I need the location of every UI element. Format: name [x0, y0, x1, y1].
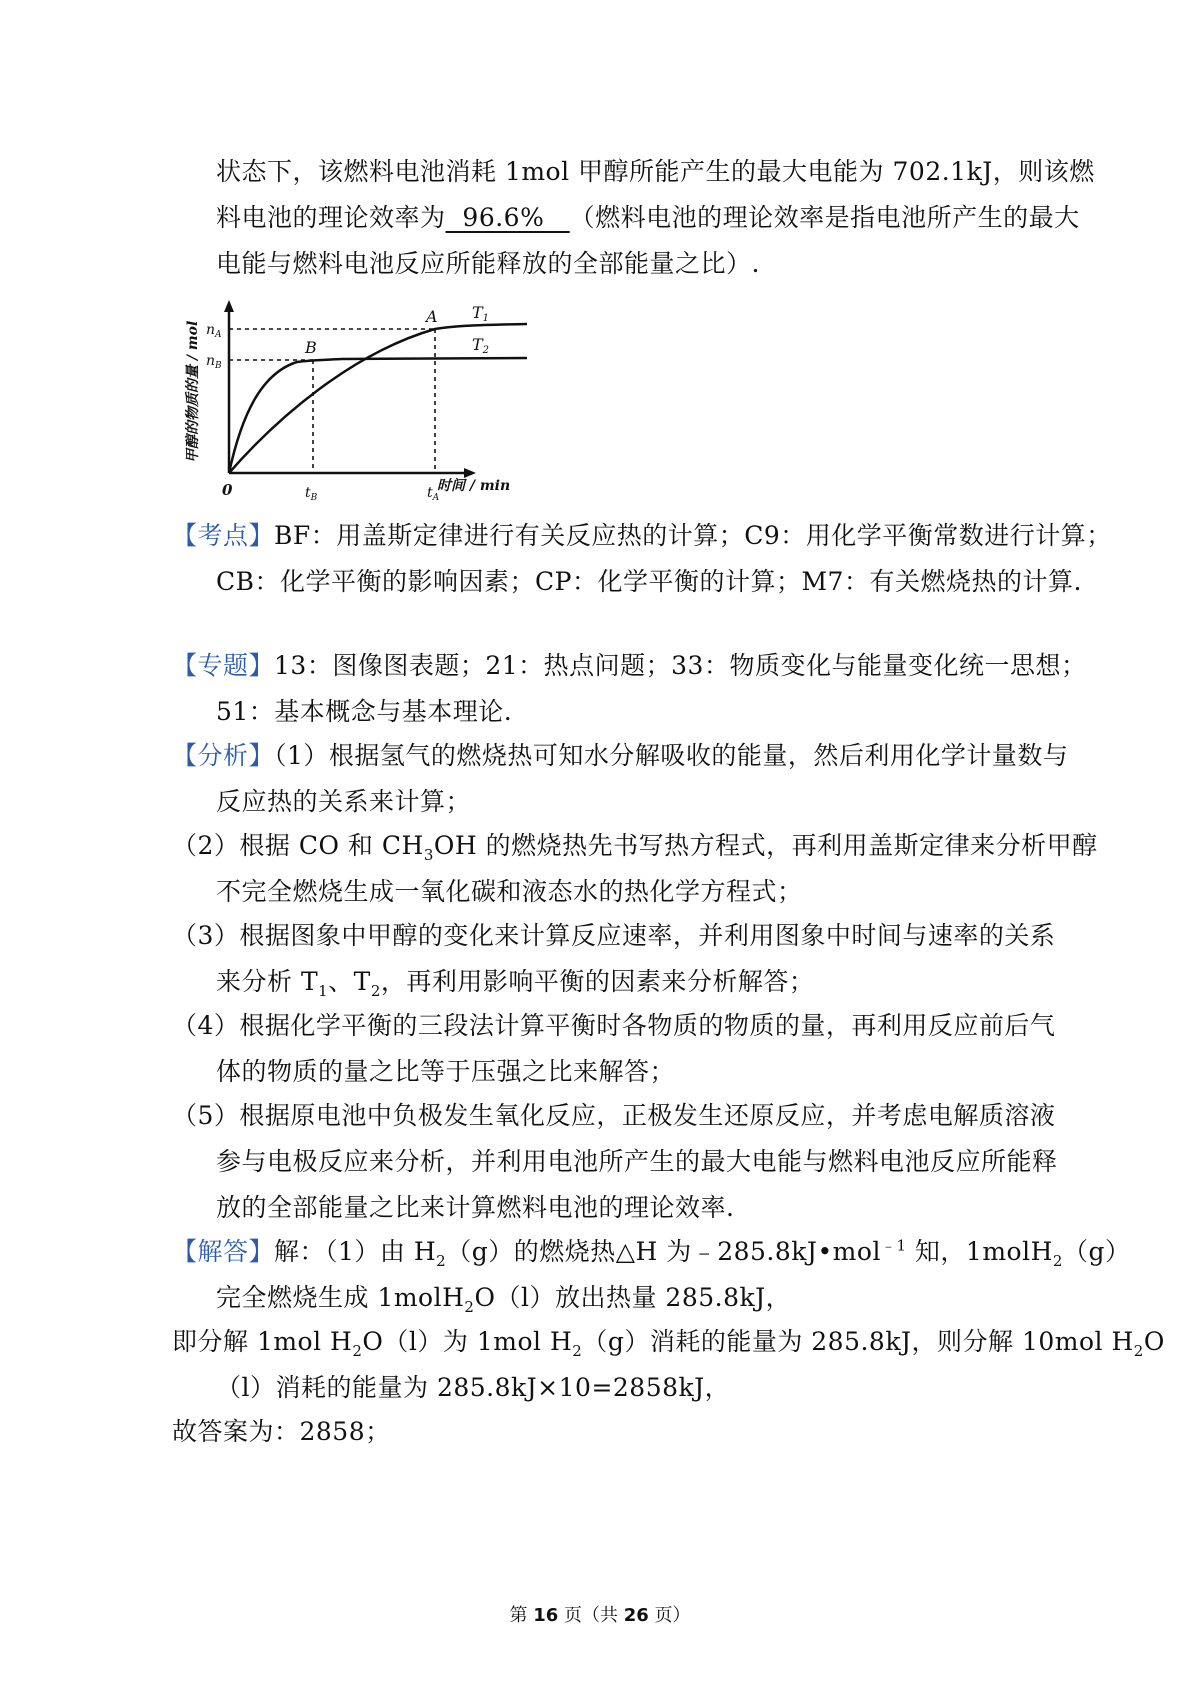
intro-line-1: 状态下，该燃料电池消耗 1mol 甲醇所能产生的最大电能为 702.1kJ，则该燃: [216, 157, 1095, 186]
label-origin: 0: [222, 481, 233, 499]
intro-line-2: 料电池的理论效率为 96.6% （燃料电池的理论效率是指电池所产生的最大: [216, 203, 1080, 232]
label-nB: $n_B$: [206, 353, 222, 371]
zhuanti-tag: 【专题】: [172, 651, 275, 680]
curve-T2: [229, 358, 527, 473]
fenxi-tag: 【分析】: [172, 741, 275, 770]
label-tB: $t_B$: [305, 485, 318, 503]
fenxi-line-2: 反应热的关系来计算；: [216, 787, 472, 816]
fenxi-line-7: （4）根据化学平衡的三段法计算平衡时各物质的物质的量，再利用反应前后气: [172, 1011, 1056, 1040]
fenxi-line-11: 放的全部能量之比来计算燃料电池的理论效率.: [216, 1193, 735, 1222]
fenxi-line-9: （5）根据原电池中负极发生氧化反应，正极发生还原反应，并考虑电解质溶液: [172, 1101, 1056, 1130]
fenxi-line-10: 参与电极反应来分析，并利用电池所产生的最大电能与燃料电池反应所能释: [216, 1147, 1058, 1176]
kaodian-line-2: CB：化学平衡的影响因素；CP：化学平衡的计算；M7：有关燃烧热的计算.: [216, 567, 1082, 596]
label-point-B: B: [305, 338, 317, 357]
y-axis-arrow: [224, 300, 234, 312]
page-total: 26: [623, 1605, 649, 1626]
x-axis-label: 时间 / min: [437, 478, 511, 494]
label-nA: $n_A$: [206, 322, 222, 340]
page-footer: 第 16 页（共 26 页）: [509, 1605, 691, 1626]
zhuanti-line-2: 51：基本概念与基本理论.: [216, 697, 513, 726]
label-curve-T1: T1: [472, 303, 490, 324]
answer-blank: 96.6%: [445, 203, 570, 232]
jieda-tag: 【解答】: [172, 1237, 275, 1266]
label-point-A: A: [426, 307, 438, 326]
page-number: 16: [533, 1605, 559, 1626]
label-tA: $t_A$: [427, 485, 440, 503]
zhuanti-line-1: 【专题】13：图像图表题；21：热点问题；33：物质变化与能量变化统一思想；: [172, 651, 1087, 680]
intro-line-3: 电能与燃料电池反应所能释放的全部能量之比）.: [216, 249, 760, 278]
fenxi-line-1: 【分析】（1）根据氢气的燃烧热可知水分解吸收的能量，然后利用化学计量数与: [172, 741, 1069, 770]
fenxi-line-4: 不完全燃烧生成一氧化碳和液态水的热化学方程式；: [216, 877, 803, 906]
fenxi-line-3: （2）根据 CO 和 $CH_3OH$ 的燃烧热先书写热方程式，再利用盖斯定律来分析甲醇: [172, 831, 1098, 864]
jieda-line-3: 即分解 1mol $H_2O(l)$为 1mol $H_2(g)$消耗的能量为 285.8kJ，则分解 10mol $H_2O$: [172, 1327, 1165, 1360]
jieda-line-2: 完全燃烧生成 1molH$_2$O（l）放出热量 285.8kJ，: [216, 1283, 792, 1316]
x-axis-arrow: [464, 468, 476, 478]
y-axis-label: 甲醇的物质的量 / mol: [185, 320, 201, 463]
jieda-line-5: 故答案为：2858；: [172, 1417, 391, 1446]
fenxi-line-6: 来分析 $T_1$、$T_2$，再利用影响平衡的因素来分析解答；: [216, 967, 815, 1000]
jieda-line-1: 【解答】解：（1）由 $H_2(g)$的燃烧热△H 为﹣285.8kJ•mol$^{﹣1}$ 知，1molH$_2$（g）: [172, 1236, 1131, 1270]
label-curve-T2: T2: [472, 335, 490, 356]
fenxi-line-8: 体的物质的量之比等于压强之比来解答；: [216, 1057, 676, 1086]
kaodian-tag: 【考点】: [172, 521, 275, 550]
kaodian-line-1: 【考点】BF：用盖斯定律进行有关反应热的计算；C9：用化学平衡常数进行计算；: [172, 521, 1112, 550]
fenxi-line-5: （3）根据图象中甲醇的变化来计算反应速率，并利用图象中时间与速率的关系: [172, 921, 1056, 950]
jieda-line-4: （l）消耗的能量为 285.8kJ×10=2858kJ，: [216, 1373, 731, 1402]
methanol-amount-graph: [182, 298, 562, 523]
